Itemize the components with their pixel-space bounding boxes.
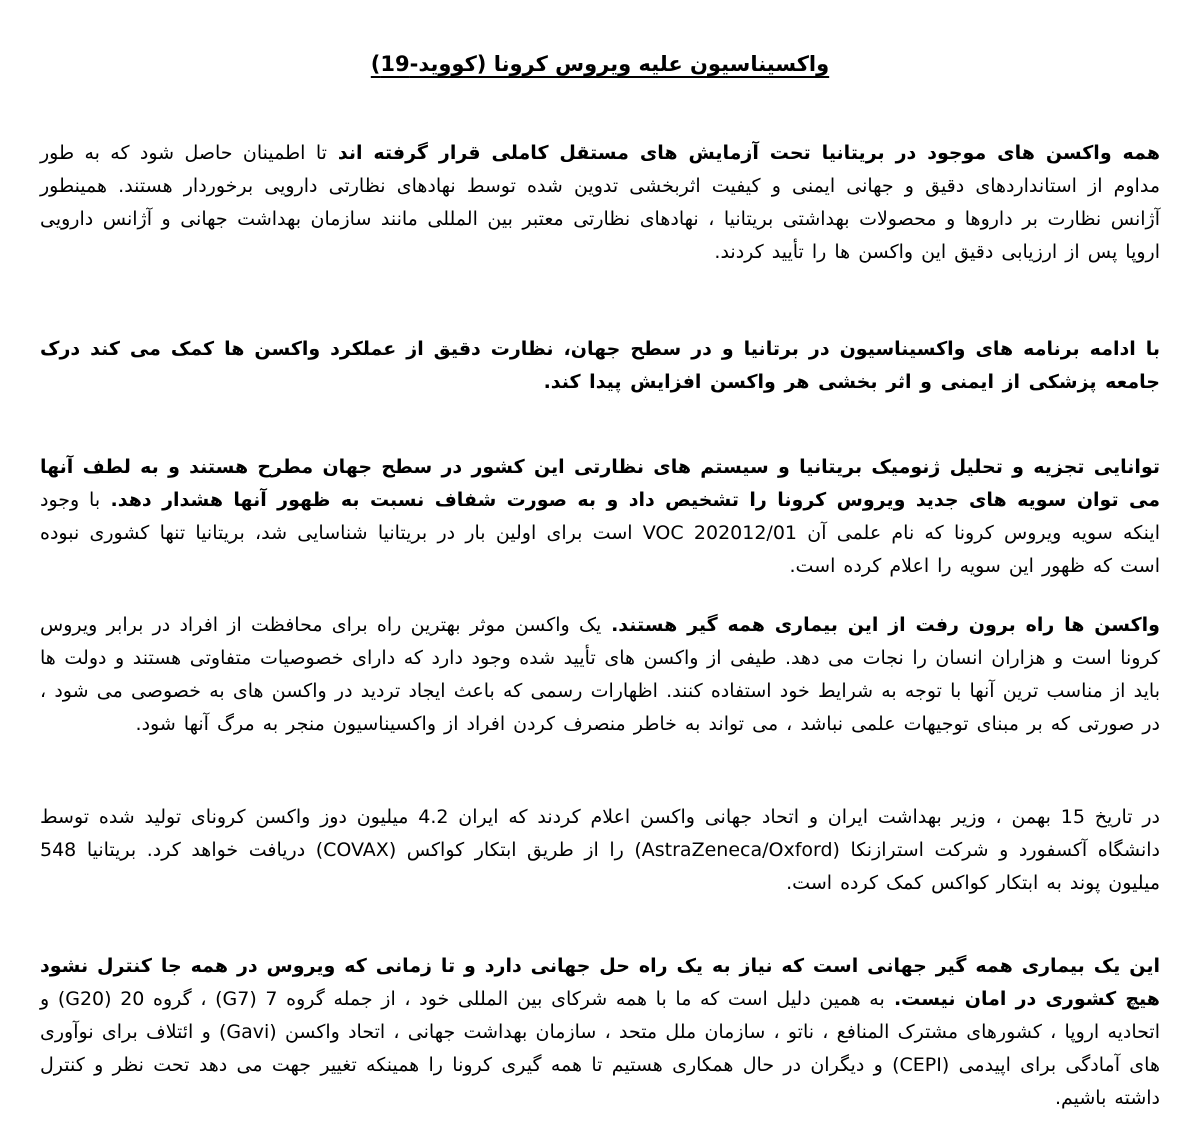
text-run: یک واکسن موثر بهترین راه برای محافظت از افراد در برابر ویروس کرونا است و هزاران انسان را نجات می دهد. طیفی از واکسن های تأیید شده وجود دارد که دارای خصوصیات متفاوتی هستند و دولت ها باید از مناسب ترین آنها با توجه به شرایط خود استفاده کنند. اظهارات رسمی که باعث ایجاد تردید در واکسن های به خصوصی می شود ، در صورتی که بر مبنای توجیهات علمی نباشد ، می تواند به خاطر منصرف کردن افراد از واکسیناسیون منجر به مرگ آنها شود. — [40, 614, 1160, 735]
paragraph — [40, 801, 1160, 900]
text-run: تا اطمینان حاصل شود که به طور مداوم از استانداردهای دقیق و جهانی ایمنی و کیفیت اثربخشی تدوین شده توسط نهادهای نظارتی دارویی برخوردار هستند. همینطور آژانس نظارت بر داروها و محصولات بهداشتی بریتانیا ، نهادهای نظارتی معتبر بین المللی مانند سازمان بهداشت جهانی و آژانس دارویی اروپا پس از ارزیابی دقیق این واکسن ها را تأیید کردند. — [40, 142, 1160, 263]
text-run-bold: با ادامه برنامه های واکسیناسیون در برتانیا و در سطح جهان، نظارت دقیق از عملکرد واکسن ها کمک می کند درک جامعه پزشکی از ایمنی و اثر بخشی هر واکسن افزایش پیدا کند. — [40, 338, 1160, 393]
page-title: واکسیناسیون علیه ویروس کرونا (کووید-19) — [370, 52, 830, 76]
text-run-bold: توانایی تجزیه و تحلیل ژنومیک بریتانیا و سیستم های نظارتی این کشور در سطح جهان مطرح هستند و به لطف آنها می توان سویه های جدید ویروس کرونا را تشخیص داد و به صورت شفاف نسبت به ظهور آنها هشدار دهد. — [40, 456, 1160, 511]
paragraph — [40, 333, 1160, 399]
text-run: با وجود اینکه سویه ویروس کرونا که نام علمی آن VOC 202012/01 است برای اولین بار در بریتانیا شناسایی شد، بریتانیا تنها کشوری نبوده است که ظهور این سویه را اعلام کرده است. — [40, 489, 1160, 577]
text-run-bold: واکسن ها راه برون رفت از این بیماری همه گیر هستند. — [601, 614, 1160, 636]
paragraph — [40, 137, 1160, 269]
paragraph — [40, 609, 1160, 741]
text-run-bold: این یک بیماری همه گیر جهانی است که نیاز به یک راه حل جهانی دارد و تا زمانی که ویروس در همه جا کنترل نشود هیچ کشوری در امان نیست. — [40, 955, 1160, 1010]
text-run: به همین دلیل است که ما با همه شرکای بین المللی خود ، از جمله گروه 7 (G7) ، گروه 20 (G20) و اتحادیه اروپا ، کشورهای مشترک المنافع ، ناتو ، سازمان ملل متحد ، سازمان بهداشت جهانی ، اتحاد واکسن (Gavi) و ائتلاف برای نوآوری های آمادگی برای اپیدمی (CEPI) و دیگران در حال همکاری هستیم تا همه گیری کرونا را همینکه تغییر جهت می دهد تحت نظر و کنترل داشته باشیم. — [40, 988, 1161, 1109]
paragraph — [40, 451, 1160, 583]
document-body — [40, 137, 1160, 1115]
text-run-bold: همه واکسن های موجود در بریتانیا تحت آزمایش های مستقل کاملی قرار گرفته اند — [326, 142, 1160, 164]
text-run: در تاریخ 15 بهمن ، وزیر بهداشت ایران و اتحاد جهانی واکسن اعلام کردند که ایران 4.2 میلیون دوز واکسن کرونای تولید شده توسط دانشگاه آکسفورد و شرکت استرازنکا (AstraZeneca/Oxford) را از طریق ابتکار کواکس (COVAX) دریافت خواهد کرد. بریتانیا 548 میلیون پوند به ابتکار کواکس کمک کرده است. — [40, 806, 1160, 894]
paragraph — [40, 950, 1160, 1115]
